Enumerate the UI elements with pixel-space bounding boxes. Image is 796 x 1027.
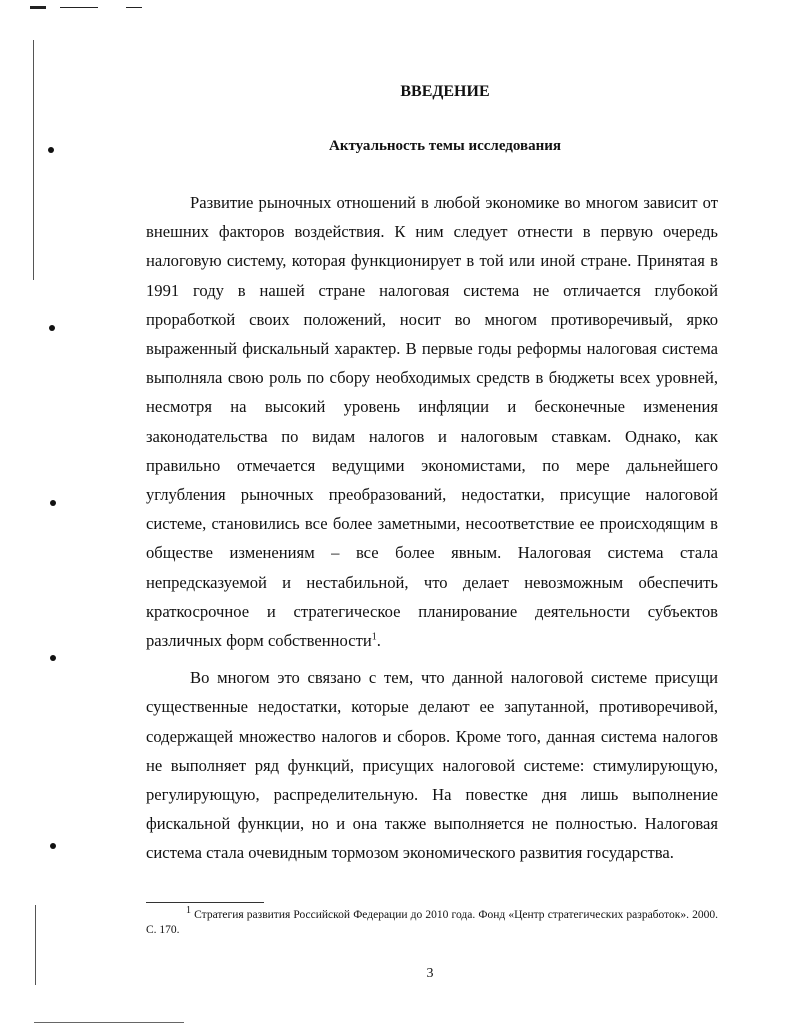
binder-dot [50,843,56,849]
scan-mark-bottom [34,1022,184,1023]
binder-dot [50,500,56,506]
paragraph-1 [146,188,718,655]
paragraph-1-text: Развитие рыночных отношений в любой экономике во многом зависит от внешних факторов воздействия. К ним следует отнести в первую очередь налоговую систему, которая функционирует в той или иной стране. Принятая в 1991 году в нашей стране налоговая система не отличается глубокой проработкой своих положений, носит во многом противоречивый, ярко выраженный фискальный характер. В первые годы реформы налоговая система выполняла свою роль по сбору необходимых средств в бюджеты всех уровней, несмотря на высокий уровень инфляции и бесконечные изменения законодательства по видам налогов и налоговым ставкам. Однако, как правильно отмечается ведущими экономистами, по мере дальнейшего углубления рыночных преобразований, недостатки, присущие налоговой системе, становились все более заметными, несоответствие ее происходящим в обществе изменениям – все более явным. Налоговая система стала непредсказуемой и нестабильной, что делает невозможным обеспечить краткосрочное и стратегическое планирование деятельности субъектов различных форм собственности [146,193,718,651]
binder-dot [48,147,54,153]
footnote-number: 1 [186,905,191,917]
section-subtitle: Актуальность темы исследования [328,138,562,154]
binder-dot [49,325,55,331]
left-margin-line [33,40,34,280]
page-number: 3 [426,966,434,981]
paragraph-1-end: . [376,631,381,651]
page-body [146,78,718,868]
paragraph-2: Во многом это связано с тем, что данной налоговой системе присущи существенные недостатки, которые делают ее запутанной, противоречивой, содержащей множество налогов и сборов. Кроме того, данная система налогов не выполняет ряд функций, присущих налоговой системе: стимулирующую, регулирующую, распределительную. На повестке дня лишь выполнение фискальной функции, но и она также выполняется не полностью. Налоговая система стала очевидным тормозом экономического развития государства. [146,668,718,863]
scan-mark-top-left [30,6,46,9]
footnote-reference: 1 [371,631,377,643]
footnote-text: Стратегия развития Российской Федерации до 2010 года. Фонд «Центр стратегических разработок». 2000. С. 170. [146,909,718,936]
scan-mark-top-right [126,7,142,8]
page-title: ВВЕДЕНИЕ [400,83,490,100]
footnote [146,905,718,938]
scan-mark-top-left-2 [60,7,98,8]
footnote-separator [146,902,264,903]
binder-dot [50,655,56,661]
left-margin-line-lower [35,905,36,985]
